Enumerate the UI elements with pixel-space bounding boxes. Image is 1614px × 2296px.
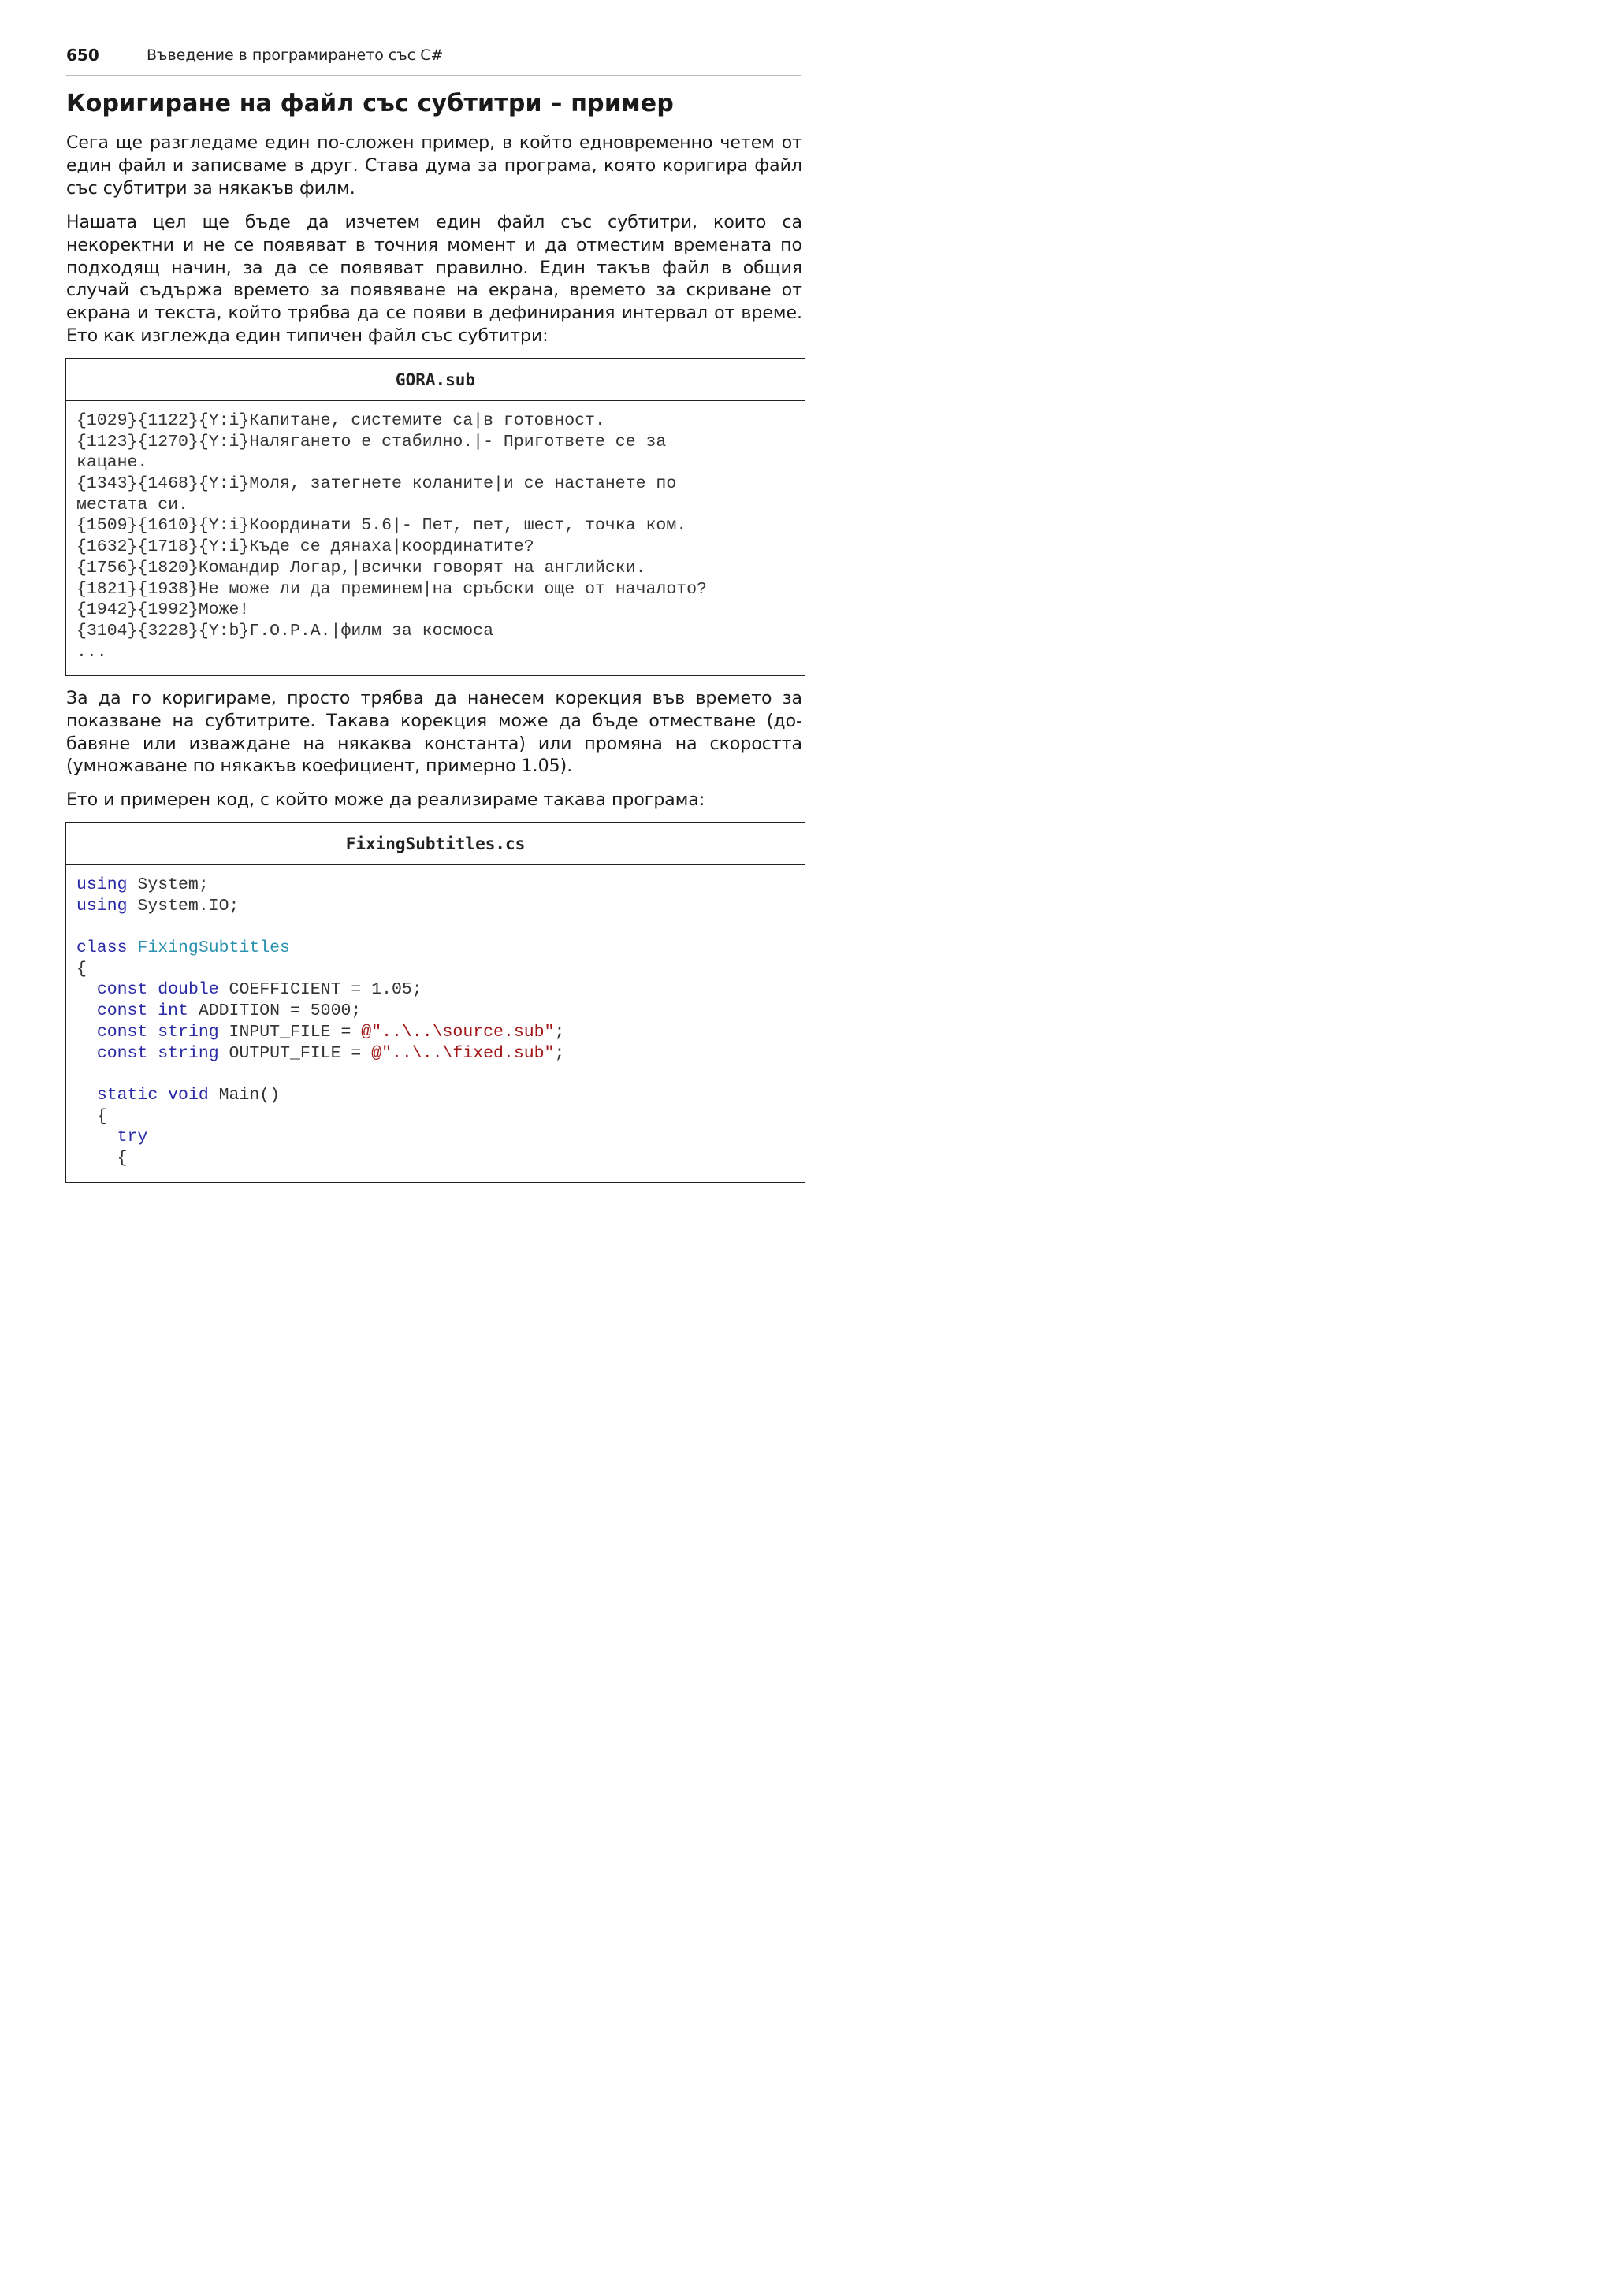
code-token: ; — [554, 1022, 565, 1042]
code-line — [76, 1148, 794, 1169]
section-title: Коригиране на файл със субтитри – пример — [66, 90, 675, 117]
code-line: {1632}{1718}{Y:i}Къде се дянаха|координатите? — [76, 537, 534, 557]
code-line — [76, 1001, 794, 1022]
listing-title: FixingSubtitles.cs — [66, 823, 805, 865]
code-token: INPUT_FILE = — [218, 1022, 362, 1042]
keyword-token: string — [158, 1043, 219, 1063]
keyword-token: void — [168, 1085, 209, 1105]
code-line — [76, 875, 794, 896]
code-token — [147, 980, 158, 999]
keyword-token: double — [158, 980, 219, 1000]
paragraph-example-intro: Ето и примерен код, с който може да реализираме такава програма: — [66, 790, 705, 810]
keyword-token: const — [96, 1001, 148, 1021]
listing-body — [66, 865, 805, 1177]
code-token — [76, 1001, 97, 1020]
code-line — [76, 1064, 794, 1085]
code-token — [76, 980, 97, 999]
code-line — [76, 896, 794, 917]
code-line — [76, 916, 794, 938]
keyword-token: try — [117, 1128, 148, 1147]
code-line — [76, 1043, 794, 1064]
keyword-token: using — [76, 896, 128, 916]
code-line: {1029}{1122}{Y:i}Капитане, системите са|в готовност. — [76, 411, 605, 430]
paragraph-goal: Нашата цел ще бъде да изчетем един файл със субтитри, които са некоректни и не се появяват в точния момент и да отместим времената по подходящ начин, за да се появяват правилно. Един такъв файл в общия случай съдържа времето за появяване на екрана, времето за скриване от екрана и текста, който трябва да се появи в дефинирания интервал от време. Ето как изглежда един типичен файл със субтитри: — [66, 213, 802, 346]
keyword-token: class — [76, 938, 128, 958]
keyword-token: static — [96, 1085, 158, 1105]
code-token — [147, 1023, 158, 1042]
code-line: {1756}{1820}Командир Логар,|всички говорят на английски. — [76, 558, 646, 578]
sub-file-listing — [65, 358, 805, 676]
code-token — [147, 1001, 158, 1020]
code-token: OUTPUT_FILE = — [218, 1043, 372, 1063]
code-line: {1509}{1610}{Y:i}Координати 5.6|- Пет, пет, шест, точка ком. — [76, 516, 687, 536]
code-token — [76, 1086, 97, 1105]
code-line — [76, 1106, 794, 1128]
code-line — [76, 1127, 794, 1148]
running-title: Въведение в програмирането със C# — [147, 46, 444, 64]
code-line: ... — [76, 642, 107, 662]
code-token — [147, 1044, 158, 1063]
paragraph-correction: За да го коригираме, просто трябва да нанесем корекция във времето за показване на субтитрите. Такава корекция може да бъде отместване (до-бавяне или изваждане на някаква константа) или промяна на скоростта (умножаване по някакъв коефициент, примерно 1.05). — [66, 689, 802, 777]
code-token: { — [76, 1106, 107, 1126]
code-token: { — [76, 1148, 128, 1168]
string-token: @"..\..\fixed.sub" — [371, 1043, 555, 1063]
code-line — [76, 1085, 794, 1106]
code-token: System.IO; — [127, 896, 240, 916]
code-token: System; — [127, 875, 209, 894]
keyword-token: const — [96, 980, 148, 1000]
code-token — [158, 1086, 168, 1105]
code-line — [76, 979, 794, 1001]
code-token — [76, 1023, 97, 1042]
code-token — [128, 938, 138, 957]
code-token — [76, 1128, 117, 1146]
type-token: FixingSubtitles — [137, 938, 290, 958]
cs-file-listing — [65, 822, 805, 1183]
code-token: Main() — [208, 1085, 281, 1105]
code-line — [76, 1022, 794, 1043]
code-token: { — [76, 959, 87, 979]
keyword-token: using — [76, 875, 128, 894]
code-line: {1942}{1992}Може! — [76, 600, 250, 620]
code-line: местата си. — [76, 495, 188, 515]
keyword-token: const — [96, 1043, 148, 1063]
keyword-token: int — [158, 1001, 188, 1021]
page-number: 650 — [66, 46, 99, 65]
paragraph-intro: Сега ще разгледаме един по-сложен пример, в който едновременно четем от един файл и записваме в друг. Става дума за програма, която коригира файл със субтитри за някакъв филм. — [66, 133, 802, 199]
code-token: COEFFICIENT = 1.05; — [218, 980, 422, 1000]
keyword-token: const — [96, 1022, 148, 1042]
code-token: ; — [554, 1043, 565, 1063]
code-line: {1343}{1468}{Y:i}Моля, затегнете коланите|и се настанете по — [76, 474, 677, 494]
code-line — [76, 938, 794, 959]
page-header — [66, 44, 801, 76]
code-line: {3104}{3228}{Y:b}Г.О.Р.А.|филм за космоса — [76, 621, 493, 641]
listing-body — [66, 401, 805, 671]
keyword-token: string — [158, 1022, 219, 1042]
listing-title: GORA.sub — [66, 359, 805, 401]
code-line — [76, 959, 794, 980]
code-token — [76, 1044, 97, 1063]
string-token: @"..\..\source.sub" — [361, 1022, 555, 1042]
code-token: ADDITION = 5000; — [188, 1001, 362, 1021]
code-line: {1821}{1938}Не може ли да преминем|на сръбски още от началото? — [76, 579, 707, 599]
code-line: {1123}{1270}{Y:i}Налягането е стабилно.|- Пригответе се за — [76, 432, 667, 451]
code-line: кацане. — [76, 453, 148, 473]
